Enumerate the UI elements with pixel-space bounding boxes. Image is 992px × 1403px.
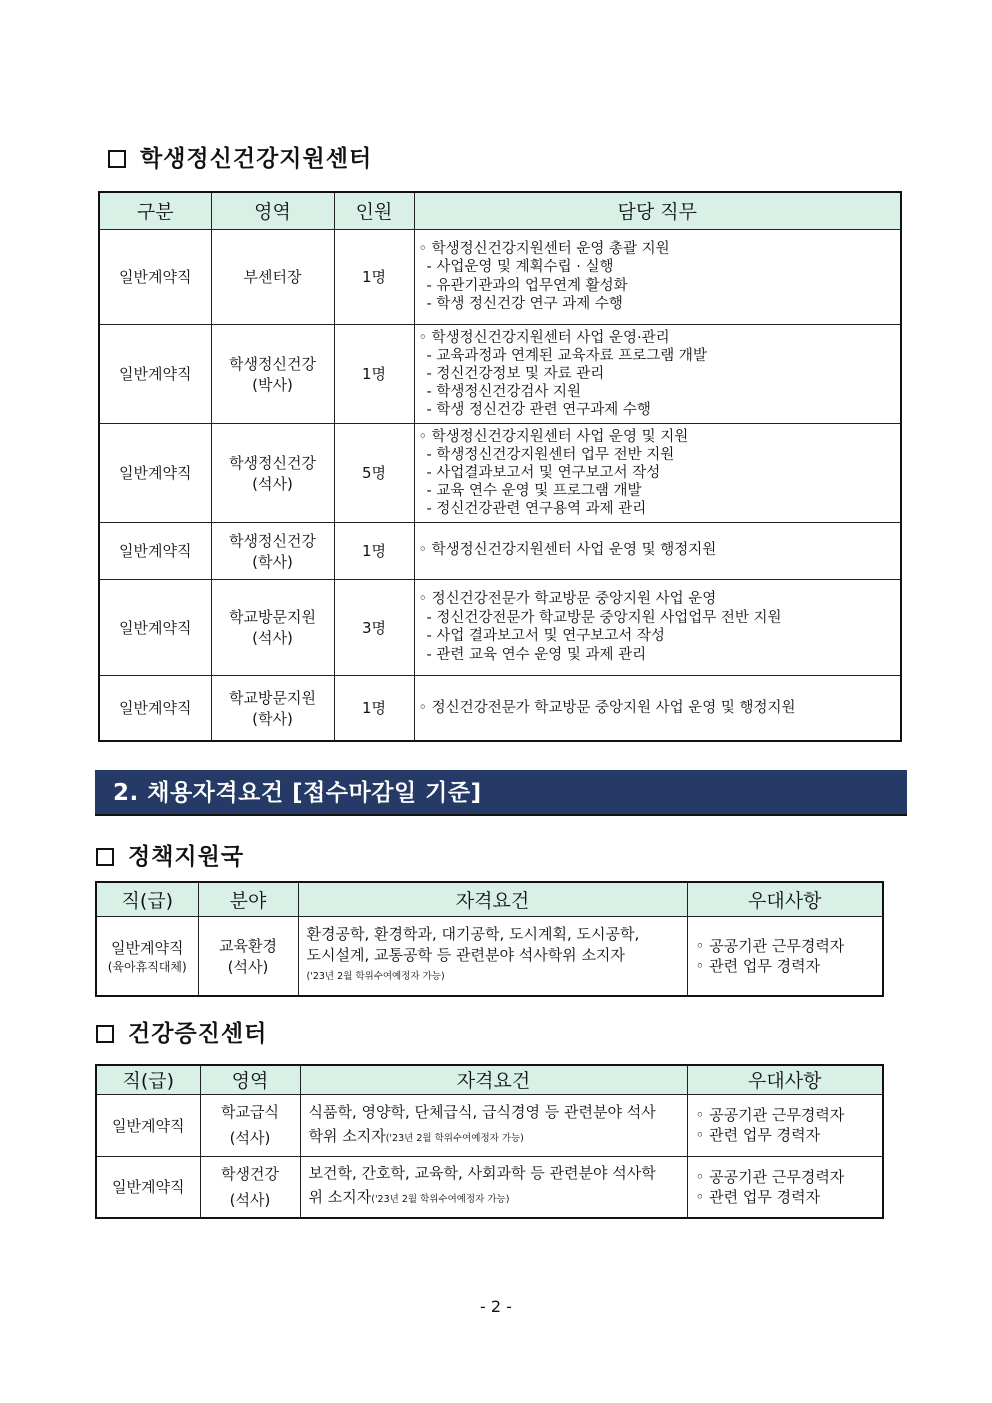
employment-type: 일반계약직 xyxy=(99,229,211,324)
employment-type: 일반계약직 xyxy=(99,423,211,522)
health-promotion-requirements-table xyxy=(95,1064,884,1219)
duty-main: ◦ 학생정신건강지원센터 운영 총괄 지원 xyxy=(418,240,670,257)
duty-sub: - 정신건강전문가 학교방문 중앙지원 사업업무 전반 지원 xyxy=(426,609,782,626)
header-preference: 우대사항 xyxy=(687,882,883,916)
header-area: 영역 xyxy=(211,192,334,229)
duty-main: ◦ 학생정신건강지원센터 사업 운영 및 행정지원 xyxy=(418,542,717,559)
field-cell xyxy=(198,916,298,996)
duty-sub: - 사업 결과보고서 및 연구보고서 작성 xyxy=(426,628,665,644)
requirement-text: 위 소지자 xyxy=(308,1188,372,1207)
duty-sub: - 사업결과보고서 및 연구보고서 작성 xyxy=(426,464,661,481)
header-requirements: 자격요건 xyxy=(300,1065,687,1094)
duty-main: ◦ 정신건강전문가 학교방문 중앙지원 사업 운영 및 행정지원 xyxy=(418,699,796,716)
requirement-line-wrap xyxy=(309,1185,679,1212)
area-name: 학생정신건강 xyxy=(229,453,316,472)
preference-item: ◦ 관련 업무 경력자 xyxy=(695,1126,821,1144)
preference-cell xyxy=(687,1156,883,1218)
requirement-note: ('23년 2월 학위수여예정자 가능) xyxy=(371,1194,510,1206)
header-duty: 담당 직무 xyxy=(414,192,901,229)
field-name: 교육환경 xyxy=(219,936,277,955)
table-row xyxy=(99,324,901,423)
requirement-note: ('23년 2월 학위수여예정자 가능) xyxy=(385,1132,524,1144)
duty-cell xyxy=(414,423,901,522)
duty-cell xyxy=(414,675,901,741)
duty-sub: - 정신건강관련 연구용역 과제 관리 xyxy=(426,500,647,517)
qualification-section-banner: 2. 채용자격요건 [접수마감일 기준] xyxy=(95,770,907,816)
area-degree: (석사) xyxy=(229,1190,271,1209)
headcount: 3명 xyxy=(334,579,414,675)
headcount: 1명 xyxy=(334,675,414,741)
area-cell xyxy=(211,675,334,741)
duty-cell xyxy=(414,579,901,675)
section-heading-policy-support xyxy=(96,838,244,871)
area-degree: (학사) xyxy=(252,552,293,571)
preference-cell xyxy=(687,1094,883,1156)
duty-cell xyxy=(414,522,901,579)
area-cell xyxy=(211,324,334,423)
mental-health-duty-table xyxy=(98,191,902,742)
heading-text: 건강증진센터 xyxy=(128,1020,268,1047)
duty-sub: - 사업운영 및 계획수립 · 실행 xyxy=(426,259,614,275)
duty-main: ◦ 학생정신건강지원센터 사업 운영·관리 xyxy=(418,329,670,346)
table-header-row xyxy=(99,192,901,229)
duty-main: ◦ 정신건강전문가 학교방문 중앙지원 사업 운영 xyxy=(418,591,717,607)
area-degree: (석사) xyxy=(252,629,293,647)
duty-main: ◦ 학생정신건강지원센터 사업 운영 및 지원 xyxy=(418,428,689,445)
area-name: 학생정신건강 xyxy=(229,531,316,550)
duty-sub: - 학생정신건강지원센터 업무 전반 지원 xyxy=(426,446,675,463)
employment-type: 일반계약직 xyxy=(111,938,184,957)
table-row xyxy=(99,579,901,675)
requirement-cell xyxy=(300,1156,687,1218)
requirement-line: 환경공학, 환경학과, 대기공학, 도시계획, 도시공학, xyxy=(306,925,640,944)
duty-sub: - 정신건강정보 및 자료 관리 xyxy=(426,365,605,382)
section-heading-health-promotion xyxy=(96,1015,267,1048)
duty-sub: - 교육과정과 연계된 교육자료 프로그램 개발 xyxy=(426,347,707,364)
preference-cell xyxy=(687,916,883,996)
duty-cell xyxy=(414,324,901,423)
table-row xyxy=(96,1094,883,1156)
header-requirements: 자격요건 xyxy=(298,882,687,916)
preference-item: ◦ 공공기관 근무경력자 xyxy=(695,1106,845,1124)
table-row xyxy=(99,229,901,324)
position-cell xyxy=(96,916,198,996)
area-cell xyxy=(211,229,334,324)
employment-note: (육아휴직대체) xyxy=(107,959,187,974)
area-name: 학생정신건강 xyxy=(229,354,316,373)
table-row xyxy=(99,423,901,522)
employment-type: 일반계약직 xyxy=(96,1156,200,1218)
requirement-note: ('23년 2월 학위수여예정자 가능) xyxy=(306,971,445,983)
table-row xyxy=(96,916,883,996)
area-cell xyxy=(200,1156,300,1218)
area-name: 학교방문지원 xyxy=(229,608,316,626)
table-header-row xyxy=(96,882,883,916)
area-degree: (학사) xyxy=(252,709,293,728)
area-degree: (박사) xyxy=(252,375,293,394)
table-row xyxy=(96,1156,883,1218)
header-category: 구분 xyxy=(99,192,211,229)
checkbox-square-icon xyxy=(96,1025,114,1043)
header-position: 직(급) xyxy=(96,882,198,916)
requirement-text: 학위 소지자 xyxy=(308,1126,386,1145)
header-area: 영역 xyxy=(200,1065,300,1094)
headcount: 1명 xyxy=(334,229,414,324)
requirement-cell xyxy=(298,916,687,996)
header-position: 직(급) xyxy=(96,1065,200,1094)
employment-type: 일반계약직 xyxy=(99,675,211,741)
area-degree: (석사) xyxy=(229,1129,271,1147)
duty-sub: - 학생 정신건강 연구 과제 수행 xyxy=(426,296,623,312)
field-degree: (석사) xyxy=(227,957,269,976)
area-cell xyxy=(211,522,334,579)
duty-sub: - 교육 연수 운영 및 프로그램 개발 xyxy=(426,482,642,499)
area-cell xyxy=(211,423,334,522)
checkbox-square-icon xyxy=(108,150,126,168)
page-number: - 2 - xyxy=(480,1297,512,1316)
header-field: 분야 xyxy=(198,882,298,916)
heading-text: 학생정신건강지원센터 xyxy=(140,145,373,172)
area-name: 학교급식 xyxy=(221,1103,279,1121)
headcount: 1명 xyxy=(334,324,414,423)
area-cell xyxy=(200,1094,300,1156)
employment-type: 일반계약직 xyxy=(99,579,211,675)
area-cell xyxy=(211,579,334,675)
table-row xyxy=(99,675,901,741)
duty-cell xyxy=(414,229,901,324)
headcount: 1명 xyxy=(334,522,414,579)
requirement-line-wrap xyxy=(309,1124,679,1151)
area-name: 학생건강 xyxy=(221,1164,279,1183)
table-row xyxy=(99,522,901,579)
duty-sub: - 관련 교육 연수 운영 및 과제 관리 xyxy=(426,646,647,663)
preference-item: ◦ 공공기관 근무경력자 xyxy=(695,1167,845,1186)
area-name: 부센터장 xyxy=(243,268,302,286)
section-heading-student-mental-health xyxy=(108,140,372,173)
heading-text: 정책지원국 xyxy=(128,843,245,870)
requirement-line: 식품학, 영양학, 단체급식, 급식경영 등 관련분야 석사 xyxy=(308,1102,656,1121)
header-headcount: 인원 xyxy=(334,192,414,229)
headcount: 5명 xyxy=(334,423,414,522)
employment-type: 일반계약직 xyxy=(99,324,211,423)
header-preference: 우대사항 xyxy=(687,1065,883,1094)
employment-type: 일반계약직 xyxy=(99,522,211,579)
table-header-row xyxy=(96,1065,883,1094)
duty-sub: - 유관기관과의 업무연계 활성화 xyxy=(426,277,628,294)
area-degree: (석사) xyxy=(252,474,293,493)
requirement-cell xyxy=(300,1094,687,1156)
duty-sub: - 학생 정신건강 관련 연구과제 수행 xyxy=(426,401,651,418)
checkbox-square-icon xyxy=(96,848,114,866)
policy-support-requirements-table xyxy=(95,881,884,997)
preference-item: ◦ 공공기관 근무경력자 xyxy=(695,936,845,955)
requirement-line: 보건학, 간호학, 교육학, 사회과학 등 관련분야 석사학 xyxy=(308,1164,656,1183)
employment-type: 일반계약직 xyxy=(96,1094,200,1156)
preference-item: ◦ 관련 업무 경력자 xyxy=(695,1187,821,1206)
area-name: 학교방문지원 xyxy=(229,688,316,707)
requirement-line: 도시설계, 교통공학 등 관련분야 석사학위 소지자 xyxy=(306,946,625,965)
duty-sub: - 학생정신건강검사 지원 xyxy=(426,383,582,400)
preference-item: ◦ 관련 업무 경력자 xyxy=(695,956,821,975)
